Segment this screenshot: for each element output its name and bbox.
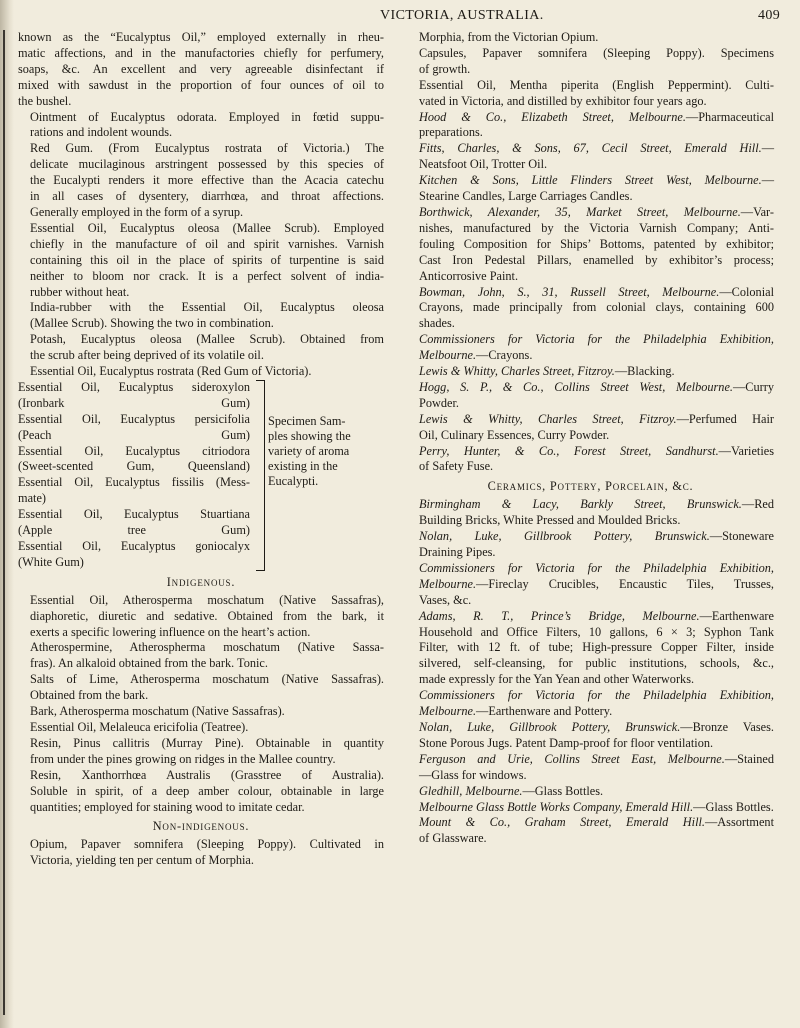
note-line: existing in the bbox=[268, 458, 338, 473]
text-line: rations and indolent wounds. bbox=[30, 125, 173, 140]
text-line bbox=[407, 173, 774, 189]
exhibit-description: Draining Pipes. bbox=[419, 545, 496, 559]
exhibit-description: —Glass Bottles. bbox=[693, 799, 774, 814]
section-heading-ceramics: Ceramics, Pottery, Porcelain, &c. bbox=[487, 479, 694, 494]
note-line: ples showing the bbox=[268, 428, 351, 443]
text-line: Generally employed in the form of a syrup. bbox=[30, 204, 244, 219]
exhibit-description: — bbox=[761, 173, 774, 188]
text-line: diaphoretic, diuretic and sedative. Obtained from the bark, it bbox=[30, 608, 384, 623]
book-gutter-shadow bbox=[0, 0, 14, 1028]
exhibit-description: —Perfumed Hair bbox=[676, 411, 774, 426]
paragraph bbox=[18, 640, 384, 672]
exhibitor-entry bbox=[407, 497, 774, 529]
text-line: the scrub after being deprived of its volatile oil. bbox=[30, 348, 264, 363]
text-line bbox=[407, 736, 774, 752]
exhibitor-name: Fitts, Charles, & Sons, 67, Cecil Street, Emerald Hill. bbox=[419, 141, 762, 156]
text-line bbox=[407, 752, 774, 768]
exhibitor-entry bbox=[407, 688, 774, 720]
text-line: Essential Oil, Melaleuca ericifolia (Teatree). bbox=[30, 719, 249, 734]
exhibitor-name: Perry, Hunter, & Co., Forest Street, Sandhurst. bbox=[419, 443, 719, 458]
exhibit-description: —Blacking. bbox=[614, 364, 675, 379]
text-line: (Sweet-scented Gum, Queensland) bbox=[18, 459, 250, 474]
paragraph bbox=[18, 837, 384, 869]
exhibit-description: Neatsfoot Oil, Trotter Oil. bbox=[419, 157, 548, 172]
exhibitor-name: Nolan, Luke, Gillbrook Pottery, Brunswick. bbox=[419, 529, 710, 544]
text-line bbox=[407, 459, 774, 475]
text-line: Essential Oil, Eucalyptus rostrata (Red Gum of Victoria). bbox=[30, 364, 312, 379]
note-line: variety of aroma bbox=[268, 443, 350, 458]
exhibitor-name: Borthwick, Alexander, 35, Market Street, Melbourne. bbox=[419, 204, 741, 219]
text-line: quantities; employed for staining wood to imitate cedar. bbox=[30, 799, 305, 814]
text-line: India-rubber with the Essential Oil, Eucalyptus oleosa bbox=[30, 300, 384, 315]
text-line bbox=[407, 593, 774, 609]
exhibit-description: —Colonial bbox=[719, 284, 774, 299]
text-line: Potash, Eucalyptus oleosa (Mallee Scrub). Obtained from bbox=[30, 332, 384, 347]
text-line bbox=[407, 815, 774, 831]
right-column bbox=[407, 30, 774, 847]
text-line bbox=[407, 332, 774, 348]
exhibit-description: of Glassware. bbox=[419, 831, 487, 846]
paragraph bbox=[18, 720, 384, 736]
text-line bbox=[407, 768, 774, 784]
text-line bbox=[407, 444, 774, 460]
text-line: Resin, Pinus callitris (Murray Pine). Obtainable in quantity bbox=[30, 735, 384, 750]
section-heading-indigenous: Indigenous. bbox=[166, 574, 236, 589]
text-line: Obtained from the bark. bbox=[30, 688, 149, 703]
exhibit-description: —Glass Bottles. bbox=[522, 783, 604, 798]
text-line: (Mallee Scrub). Showing the two in combination. bbox=[30, 316, 274, 331]
text-line: exerts a specific lowering influence on the heart’s action. bbox=[30, 624, 311, 639]
text-line bbox=[407, 189, 774, 205]
exhibitor-name: Commissioners for Victoria for the Philadelphia Exhibition, bbox=[419, 332, 774, 347]
exhibit-description: —Varieties bbox=[718, 443, 774, 458]
exhibit-description: Stearine Candles, Large Carriages Candles. bbox=[419, 189, 633, 204]
text-line: (Apple tree Gum) bbox=[18, 523, 250, 538]
paragraph bbox=[18, 110, 384, 142]
text-line bbox=[407, 640, 774, 656]
exhibitor-name: Lewis & Whitty, Charles Street, Fitzroy. bbox=[419, 411, 677, 426]
exhibit-description: Powder. bbox=[419, 395, 459, 410]
exhibit-description: —Earthenware and Pottery. bbox=[476, 704, 613, 719]
exhibit-description: —Fireclay Crucibles, Encaustic Tiles, Trusses, bbox=[476, 576, 774, 591]
exhibitor-name: Hogg, S. P., & Co., Collins Street West, Melbourne. bbox=[419, 379, 733, 394]
exhibitor-name: Melbourne. bbox=[419, 576, 477, 591]
paragraph bbox=[18, 364, 384, 380]
exhibit-description: —Var- bbox=[740, 204, 774, 219]
exhibit-description: nishes, manufactured by the Victoria Varnish Company; Anti- bbox=[419, 220, 774, 235]
exhibitor-name: Ferguson and Urie, Collins Street East, Melbourne. bbox=[419, 751, 725, 766]
text-line: chiefly in the manufacture of oil and spirit varnishes. Varnish bbox=[30, 236, 384, 251]
text-line bbox=[407, 364, 774, 380]
text-line: Bark, Atherosperma moschatum (Native Sassafras). bbox=[30, 704, 285, 719]
text-line bbox=[407, 348, 774, 364]
text-line: Capsules, Papaver somnifera (Sleeping Poppy). Specimens bbox=[419, 45, 774, 60]
text-line: soaps, &c. An excellent and very agreeable disinfectant if bbox=[18, 61, 384, 76]
exhibitor-name: Hood & Co., Elizabeth Street, Melbourne. bbox=[419, 109, 686, 124]
exhibitor-entry bbox=[407, 720, 774, 752]
text-line: Salts of Lime, Atherosperma moschatum (Native Sassafras). bbox=[30, 672, 384, 687]
exhibitor-entry bbox=[407, 561, 774, 609]
text-line: mixed with sawdust in the proportion of four ounces of oil to bbox=[18, 77, 384, 92]
exhibitor-name: Melbourne Glass Bottle Works Company, Emerald Hill. bbox=[419, 799, 694, 814]
exhibit-description: —Bronze Vases. bbox=[680, 719, 774, 734]
text-line bbox=[407, 784, 774, 800]
exhibitor-entry bbox=[407, 800, 774, 816]
exhibitor-entry bbox=[407, 110, 774, 142]
running-title: VICTORIA, AUSTRALIA. bbox=[380, 8, 544, 23]
section-heading-non-indigenous: Non-indigenous. bbox=[152, 819, 250, 834]
text-line bbox=[407, 157, 774, 173]
exhibitor-entry bbox=[407, 173, 774, 205]
text-line: neither to bloom nor crack. It is a perfect solvent of india- bbox=[30, 268, 384, 283]
text-line: the bushel. bbox=[18, 93, 72, 108]
exhibitor-name: Melbourne. bbox=[419, 704, 477, 719]
text-line bbox=[407, 396, 774, 412]
text-line bbox=[407, 221, 774, 237]
text-line: fras). An alkaloid obtained from the bark. Tonic. bbox=[30, 656, 268, 671]
exhibit-description: —Crayons. bbox=[476, 348, 533, 363]
text-line bbox=[407, 380, 774, 396]
text-line bbox=[407, 800, 774, 816]
exhibitor-entry bbox=[407, 285, 774, 333]
text-line bbox=[407, 269, 774, 285]
page-number: 409 bbox=[758, 8, 781, 23]
exhibit-description: —Red bbox=[741, 497, 774, 512]
paragraph bbox=[407, 30, 774, 46]
exhibitor-name: Nolan, Luke, Gillbrook Pottery, Brunswick. bbox=[419, 719, 681, 734]
exhibit-description: Household and Office Filters, 10 gallons, 6 × 3; Syphon Tank bbox=[419, 624, 774, 639]
exhibitor-entry bbox=[407, 529, 774, 561]
text-line bbox=[407, 125, 774, 141]
exhibit-description: —Stained bbox=[724, 751, 774, 766]
exhibitor-entry bbox=[407, 412, 774, 444]
exhibitor-name: Bowman, John, S., 31, Russell Street, Melbourne. bbox=[419, 284, 720, 299]
text-line bbox=[407, 253, 774, 269]
text-line bbox=[407, 237, 774, 253]
exhibit-description: Cast Iron Pedestal Pillars, enamelled by exhibitor’s process; bbox=[419, 252, 774, 267]
exhibit-description: —Earthenware bbox=[699, 608, 774, 623]
text-line bbox=[407, 205, 774, 221]
exhibit-description: silvered, self-cleansing, for public institutions, schools, &c., bbox=[419, 656, 774, 671]
text-line bbox=[407, 529, 774, 545]
text-line bbox=[407, 720, 774, 736]
exhibitor-entry bbox=[407, 380, 774, 412]
text-line: (Peach Gum) bbox=[18, 427, 250, 442]
exhibitor-entry bbox=[407, 444, 774, 476]
text-line: in all cases of dysentery, diarrhœa, and throat affections. bbox=[30, 189, 384, 204]
text-line bbox=[407, 561, 774, 577]
text-line bbox=[407, 428, 774, 444]
text-line: containing this oil in the place of spirits of turpentine is said bbox=[30, 252, 384, 267]
paragraph bbox=[18, 141, 384, 221]
text-line bbox=[407, 704, 774, 720]
text-line bbox=[407, 497, 774, 513]
exhibitor-entry bbox=[407, 364, 774, 380]
left-column bbox=[18, 30, 384, 869]
exhibit-description: —Curry bbox=[733, 379, 774, 394]
exhibit-description: Stone Porous Jugs. Patent Damp-proof for floor ventilation. bbox=[419, 735, 714, 750]
note-line: Eucalypti. bbox=[268, 473, 319, 488]
text-line bbox=[407, 412, 774, 428]
exhibit-description: of Safety Fuse. bbox=[419, 459, 494, 474]
exhibitor-name: Lewis & Whitty, Charles Street, Fitzroy. bbox=[419, 364, 615, 379]
exhibit-description: made expressly for the Yan Yean and other Waterworks. bbox=[419, 672, 695, 687]
text-line: delicate mucilaginous arstringent possessed by this species of bbox=[30, 157, 384, 172]
text-line: mate) bbox=[18, 491, 46, 506]
text-line bbox=[407, 300, 774, 316]
exhibitor-entry bbox=[407, 609, 774, 689]
text-line: Essential Oil, Atherosperma moschatum (Native Sassafras), bbox=[30, 592, 384, 607]
text-line bbox=[407, 688, 774, 704]
paragraph bbox=[18, 672, 384, 704]
exhibitor-name: Gledhill, Melbourne. bbox=[419, 783, 523, 798]
text-line: the Eucalypti renders it more effective than the Acacia catechu bbox=[30, 173, 384, 188]
exhibitor-name: Adams, R. T., Prince’s Bridge, Melbourne. bbox=[419, 608, 700, 623]
paragraph bbox=[18, 221, 384, 301]
paragraph bbox=[18, 704, 384, 720]
paragraph bbox=[18, 593, 384, 641]
text-line bbox=[407, 316, 774, 332]
exhibitor-entry bbox=[407, 784, 774, 800]
exhibitor-name: Commissioners for Victoria for the Philadelphia Exhibition, bbox=[419, 688, 774, 703]
text-line bbox=[407, 513, 774, 529]
text-line: Essential Oil, Eucalyptus persicifolia bbox=[18, 411, 250, 426]
text-line: Opium, Papaver somnifera (Sleeping Poppy). Cultivated in bbox=[30, 837, 384, 852]
exhibit-description: Vases, &c. bbox=[419, 592, 472, 607]
exhibit-description: shades. bbox=[419, 316, 455, 331]
curly-bracket bbox=[256, 380, 265, 571]
text-line: Atherospermine, Atherospherma moschatum (Native Sassa- bbox=[30, 640, 384, 655]
exhibit-description: preparations. bbox=[419, 125, 483, 140]
paragraph bbox=[407, 46, 774, 78]
bracketed-specimen-list bbox=[18, 380, 384, 571]
bracket-note bbox=[268, 414, 384, 489]
exhibit-description: Crayons, made principally from colonial clays, containing 600 bbox=[419, 300, 774, 315]
exhibit-description: Anticorrosive Paint. bbox=[419, 268, 519, 283]
exhibit-description: —Stoneware bbox=[709, 529, 774, 544]
text-line bbox=[407, 656, 774, 672]
text-line bbox=[407, 831, 774, 847]
paragraph bbox=[407, 78, 774, 110]
exhibit-description: Oil, Culinary Essences, Curry Powder. bbox=[419, 427, 610, 442]
text-line: (Ironbark Gum) bbox=[18, 395, 250, 410]
exhibitor-entry bbox=[407, 141, 774, 173]
text-line: Red Gum. (From Eucalyptus rostrata of Victoria.) The bbox=[30, 141, 384, 156]
text-line: Essential Oil, Eucalyptus citriodora bbox=[18, 443, 250, 458]
specimen-items bbox=[18, 380, 250, 571]
text-line bbox=[407, 110, 774, 126]
text-line: vated in Victoria, and distilled by exhibitor four years ago. bbox=[419, 93, 707, 108]
text-line: Essential Oil, Eucalyptus fissilis (Mess- bbox=[18, 475, 250, 490]
text-line: Essential Oil, Eucalyptus oleosa (Mallee Scrub). Employed bbox=[30, 220, 384, 235]
paragraph bbox=[18, 768, 384, 816]
text-line: Resin, Xanthorrhœa Australis (Grasstree of Australia). bbox=[30, 767, 384, 782]
text-line: rubber without heat. bbox=[30, 284, 130, 299]
text-line bbox=[407, 609, 774, 625]
text-line: Ointment of Eucalyptus odorata. Employed in fœtid suppu- bbox=[30, 109, 384, 124]
text-line bbox=[407, 577, 774, 593]
paragraph bbox=[18, 30, 384, 110]
text-line: Essential Oil, Eucalyptus sideroxylon bbox=[18, 379, 250, 394]
exhibitor-entry bbox=[407, 815, 774, 847]
exhibitor-name: Melbourne. bbox=[419, 348, 477, 363]
text-line: Victoria, yielding ten per centum of Morphia. bbox=[30, 853, 254, 868]
exhibitor-name: Birmingham & Lacy, Barkly Street, Brunswick. bbox=[419, 497, 742, 512]
exhibitor-name: Kitchen & Sons, Little Flinders Street West, Melbourne. bbox=[419, 173, 762, 188]
text-line bbox=[407, 672, 774, 688]
exhibit-description: —Pharmaceutical bbox=[685, 109, 774, 124]
exhibit-description: fouling Composition for Ships’ Bottoms, patented by exhibitor; bbox=[419, 236, 774, 251]
exhibitor-entry bbox=[407, 752, 774, 784]
text-line bbox=[407, 545, 774, 561]
exhibit-description: —Assortment bbox=[705, 815, 774, 830]
text-line: Essential Oil, Mentha piperita (English Peppermint). Culti- bbox=[419, 77, 774, 92]
text-line bbox=[407, 625, 774, 641]
paragraph bbox=[18, 332, 384, 364]
text-line: matic affections, and in the manufactories chiefly for perfumery, bbox=[18, 45, 384, 60]
text-line: from under the pines growing on ridges in the Mallee country. bbox=[30, 751, 336, 766]
exhibitor-entry bbox=[407, 332, 774, 364]
exhibitor-entry bbox=[407, 205, 774, 285]
exhibit-description: — bbox=[761, 141, 774, 156]
exhibit-description: Filter, with 12 ft. of tube; High-pressure Copper Filter, inside bbox=[419, 640, 774, 655]
text-line bbox=[407, 141, 774, 157]
exhibit-description: —Glass for windows. bbox=[419, 767, 527, 782]
paragraph bbox=[18, 736, 384, 768]
text-line: (White Gum) bbox=[18, 554, 84, 569]
text-line: Essential Oil, Eucalyptus goniocalyx bbox=[18, 539, 250, 553]
note-line: Specimen Sam- bbox=[268, 413, 346, 428]
text-line bbox=[407, 285, 774, 301]
text-line: Morphia, from the Victorian Opium. bbox=[419, 30, 599, 44]
exhibitor-name: Mount & Co., Graham Street, Emerald Hill. bbox=[419, 815, 705, 830]
text-line: of growth. bbox=[419, 61, 471, 76]
exhibitor-name: Commissioners for Victoria for the Philadelphia Exhibition, bbox=[419, 560, 774, 575]
text-line: Essential Oil, Eucalyptus Stuartiana bbox=[18, 507, 250, 522]
text-line: known as the “Eucalyptus Oil,” employed externally in rheu- bbox=[18, 30, 384, 44]
paragraph bbox=[18, 300, 384, 332]
text-line: Soluble in spirit, of a deep amber colour, obtainable in large bbox=[30, 783, 384, 798]
exhibit-description: Building Bricks, White Pressed and Moulded Bricks. bbox=[419, 513, 681, 528]
